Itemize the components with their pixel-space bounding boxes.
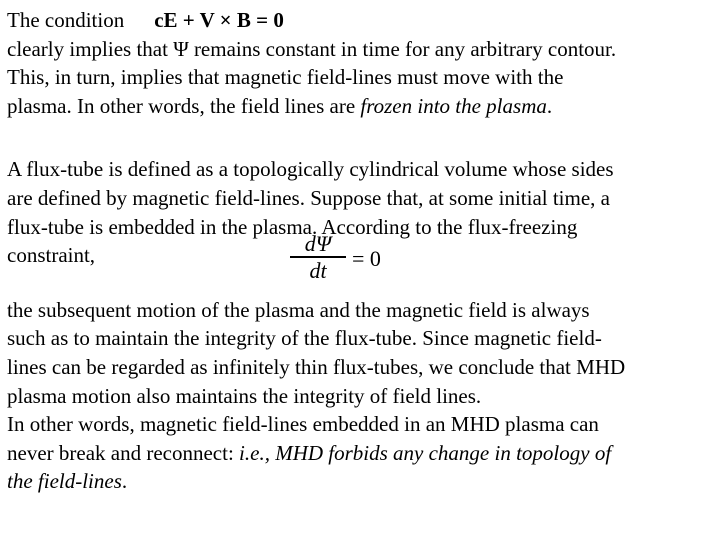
text-segment: never break and reconnect:	[7, 440, 240, 465]
text-line: This, in turn, implies that magnetic field-lines must move with the	[7, 65, 564, 90]
text-line: lines can be regarded as infinitely thin flux-tubes, we conclude that MHD	[7, 354, 626, 379]
text-line: such as to maintain the integrity of the flux-tube. Since magnetic field-	[7, 326, 602, 351]
paragraph-flux-tube	[7, 155, 717, 496]
equation-rhs: = 0	[352, 245, 381, 271]
text-line	[7, 467, 717, 496]
condition-label: The condition	[7, 8, 125, 32]
text-line: clearly implies that Ψ remains constant in time for any arbitrary contour.	[7, 36, 617, 61]
text-line: plasma motion also maintains the integrity of field lines.	[7, 383, 482, 408]
text-line: are defined by magnetic field-lines. Suppose that, at some initial time, a	[7, 185, 610, 210]
ideal-mhd-equation: cE + V × B = 0	[154, 8, 284, 32]
document-body	[7, 6, 717, 496]
text-line: the subsequent motion of the plasma and the magnetic field is always	[7, 297, 590, 322]
text-line: A flux-tube is defined as a topologically cylindrical volume whose sides	[7, 157, 614, 182]
text-line	[7, 439, 717, 468]
paragraph-flux-freezing	[7, 6, 717, 120]
mhd-topology-phrase: i.e., MHD forbids any change in topology of	[239, 440, 612, 465]
punctuation: .	[546, 93, 553, 118]
text-line	[7, 92, 717, 121]
text-line: flux-tube is embedded in the plasma. According to the flux-freezing	[7, 214, 578, 239]
paragraph-gap	[7, 120, 717, 155]
constraint-line	[7, 231, 717, 283]
fraction	[290, 232, 346, 283]
text-segment: plasma. In other words, the field lines are	[7, 93, 361, 118]
punctuation: .	[121, 469, 128, 494]
text-line: In other words, magnetic field-lines embedded in an MHD plasma can	[7, 412, 599, 437]
frozen-in-phrase: frozen into the plasma	[360, 93, 547, 118]
fraction-numerator: dΨ	[304, 231, 332, 257]
text-segment: constraint,	[7, 243, 96, 268]
condition-line	[7, 6, 717, 35]
fraction-denominator: dt	[309, 257, 327, 283]
field-lines-phrase: the field-lines	[7, 469, 122, 494]
flux-derivative-equation	[290, 232, 381, 283]
